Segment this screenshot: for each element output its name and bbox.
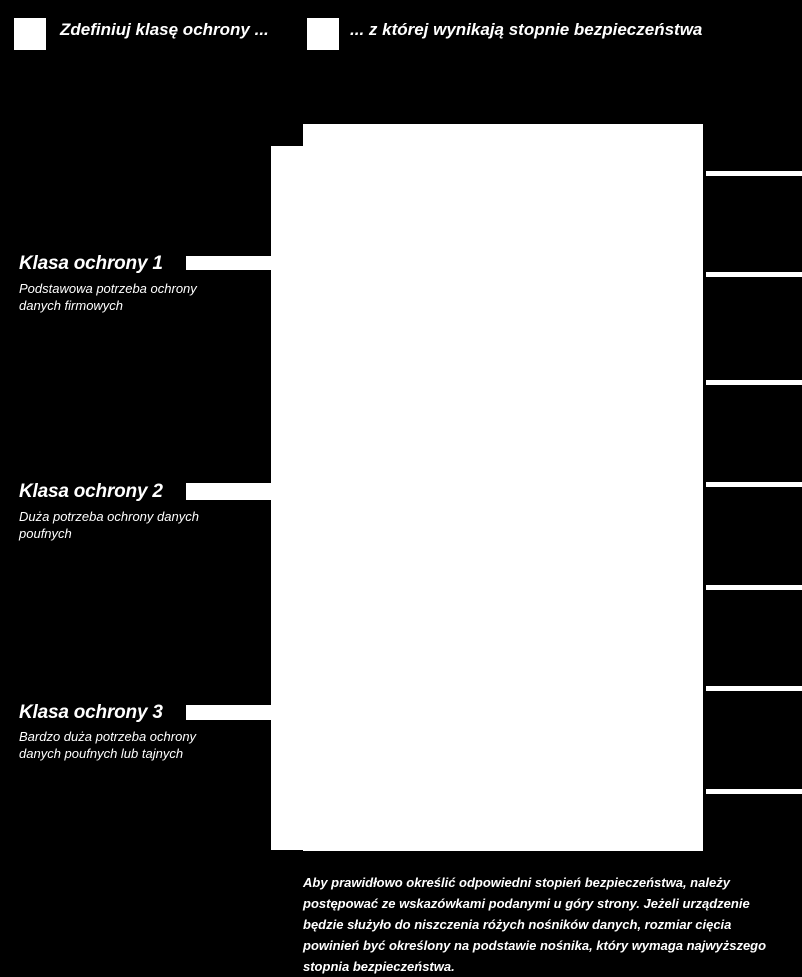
step2-label: ... z której wynikają stopnie bezpieczeństwa bbox=[350, 20, 703, 39]
right-tick-5 bbox=[706, 585, 802, 590]
class-3-title: Klasa ochrony 3 bbox=[19, 702, 163, 723]
step1-label: Zdefiniuj klasę ochrony ... bbox=[60, 20, 269, 39]
right-tick-6 bbox=[706, 686, 802, 691]
class-3-description: Bardzo duża potrzeba ochrony danych poufnych lub tajnych bbox=[19, 729, 197, 761]
class-2-title: Klasa ochrony 2 bbox=[19, 481, 163, 502]
class-1-description: Podstawowa potrzeba ochrony danych firmowych bbox=[19, 281, 197, 313]
right-tick-3 bbox=[706, 380, 802, 385]
class-3-connector bbox=[186, 705, 272, 720]
right-tick-4 bbox=[706, 482, 802, 487]
class-1-title: Klasa ochrony 1 bbox=[19, 253, 163, 274]
step2-square bbox=[307, 18, 339, 50]
left-bracket-column bbox=[271, 146, 304, 850]
class-2-connector bbox=[186, 483, 272, 500]
main-panel bbox=[303, 124, 703, 851]
footnote-text: Aby prawidłowo określić odpowiedni stopień bezpieczeństwa, należy postępować ze wskazówkami podanymi u góry strony. Jeżeli urządzenie będzie służyło do niszczenia różych nośników danych, rozmiar cięcia powinień być określony na podstawie nośnika, który wymaga najwyższego stopnia bezpieczeństwa. bbox=[303, 875, 767, 974]
right-tick-7 bbox=[706, 789, 802, 794]
class-2-description: Duża potrzeba ochrony danych poufnych bbox=[19, 509, 199, 541]
step1-square bbox=[14, 18, 46, 50]
class-1-connector bbox=[186, 256, 272, 270]
right-tick-2 bbox=[706, 272, 802, 277]
right-tick-1 bbox=[706, 171, 802, 176]
